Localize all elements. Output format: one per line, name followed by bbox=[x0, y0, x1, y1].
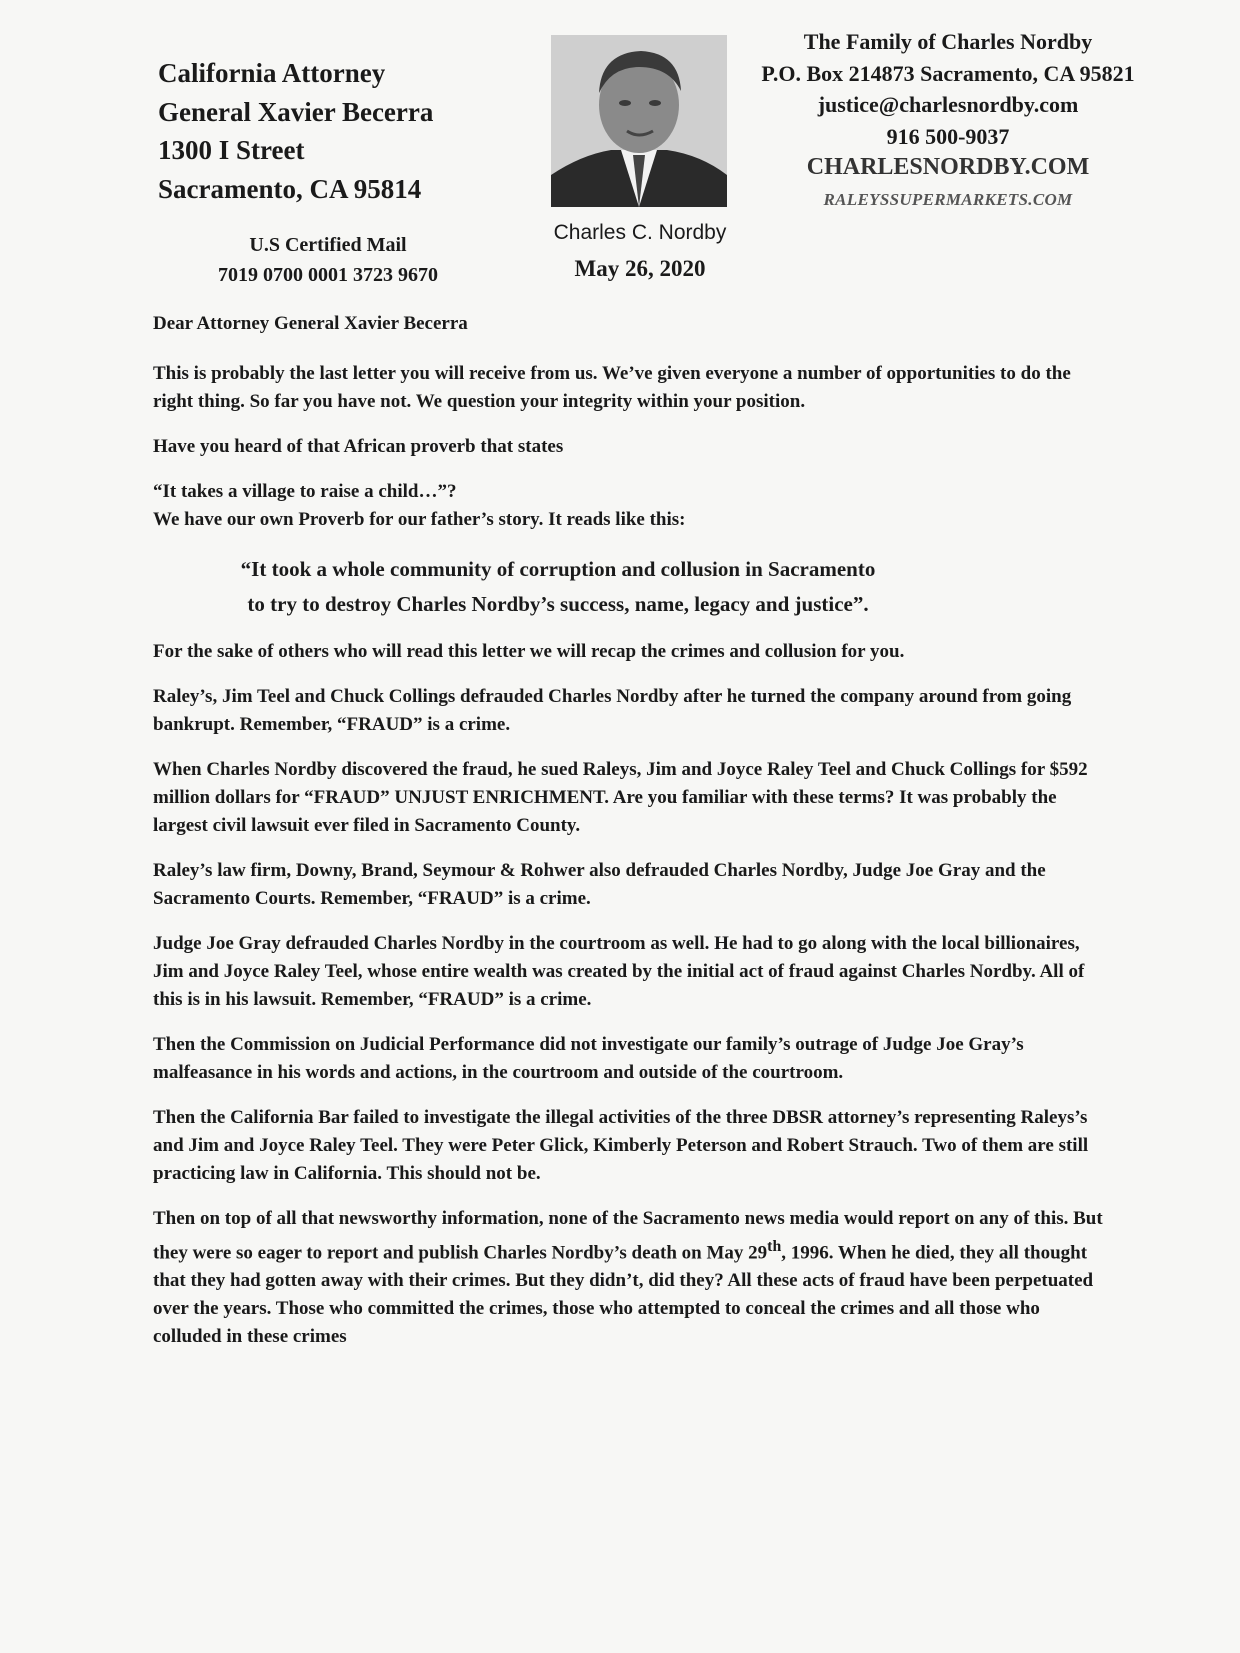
date-ordinal-suffix: th bbox=[767, 1238, 782, 1255]
paragraph-11 bbox=[153, 1205, 1113, 1351]
recipient-line: 1300 I Street bbox=[158, 135, 305, 165]
proverb-quote-line-1: “It took a whole community of corruption and collusion in Sacramento bbox=[240, 557, 876, 581]
sender-po-box: P.O. Box 214873 Sacramento, CA 95821 bbox=[761, 60, 1135, 86]
proverb-quote-line-2: to try to destroy Charles Nordby’s success, name, legacy and justice”. bbox=[247, 592, 869, 616]
certified-mail-block bbox=[158, 230, 498, 290]
paragraph-6: When Charles Nordby discovered the fraud, he sued Raleys, Jim and Joyce Raley Teel and Chuck Collings for $592 million dollars for “FRAUD” UNJUST ENRICHMENT. Are you familiar with these terms? It was probably the largest civil lawsuit ever filed in Sacramento County. bbox=[153, 759, 1088, 836]
paragraph-10: Then the California Bar failed to investigate the illegal activities of the three DBSR attorney’s representing Raleys’s and Jim and Joyce Raley Teel. They were Peter Glick, Kimberly Peterson and Robert Strauch. Two of them are still practicing law in California. This should not be. bbox=[153, 1107, 1089, 1184]
recipient-line: Sacramento, CA 95814 bbox=[158, 173, 422, 204]
sender-address bbox=[720, 26, 1176, 215]
paragraph-1: This is probably the last letter you will receive from us. We’ve given everyone a number of opportunities to do the right thing. So far you have not. We question your integrity within your position. bbox=[153, 363, 1071, 412]
recipient-line: General Xavier Becerra bbox=[158, 96, 434, 127]
sender-email: justice@charlesnordby.com bbox=[817, 92, 1079, 117]
paragraph-11-part-2: , 1996. When he died, they all thought that they had gotten away with their crimes. But they didn’t, did they? All these acts of fraud have been perpetuated over the years. Those who committed the crimes, those who attempted to conceal the crimes and all those who colluded in these crimes bbox=[153, 1242, 1094, 1348]
proverb-quote bbox=[153, 552, 1113, 622]
paragraph-11-part-1: Then on top of all that newsworthy information, none of the Sacramento news media would report on any of this. But they were so eager to report and publish Charles Nordby’s death on May 29 bbox=[153, 1208, 1103, 1264]
paragraph-9: Then the Commission on Judicial Performance did not investigate our family’s outrage of Judge Joe Gray’s malfeasance in his words and actions, in the courtroom and outside of the courtroom. bbox=[153, 1034, 1024, 1083]
sender-phone: 916 500-9037 bbox=[886, 123, 1010, 149]
paragraph-3 bbox=[153, 478, 1113, 534]
certified-mail-label: U.S Certified Mail bbox=[249, 234, 407, 256]
paragraph-5: Raley’s, Jim Teel and Chuck Collings defrauded Charles Nordby after he turned the company around from going bankrupt. Remember, “FRAUD” is a crime. bbox=[153, 686, 1072, 735]
paragraph-8: Judge Joe Gray defrauded Charles Nordby in the courtroom as well. He had to go along with the local billionaires, Jim and Joyce Raley Teel, whose entire wealth was created by the initial act of fraud against Charles Nordby. All of this is in his lawsuit. Remember, “FRAUD” is a crime. bbox=[153, 933, 1085, 1010]
portrait-photo bbox=[551, 35, 727, 207]
paragraph-2: Have you heard of that African proverb that states bbox=[153, 436, 564, 457]
paragraph-4: For the sake of others who will read this letter we will recap the crimes and collusion for you. bbox=[153, 641, 905, 662]
sender-website: CHARLESNORDBY.COM bbox=[806, 154, 1090, 180]
photo-caption-name: Charles C. Nordby bbox=[553, 221, 727, 244]
letter-body bbox=[153, 310, 1113, 1368]
letter-date: May 26, 2020 bbox=[574, 256, 706, 281]
paragraph-3-line-2: We have our own Proverb for our father’s story. It reads like this: bbox=[153, 509, 686, 530]
paragraph-3-line-1: “It takes a village to raise a child…”? bbox=[153, 481, 457, 502]
recipient-line: California Attorney bbox=[158, 58, 386, 88]
sender-name: The Family of Charles Nordby bbox=[803, 29, 1093, 54]
letter-greeting: Dear Attorney General Xavier Becerra bbox=[153, 313, 468, 334]
recipient-address bbox=[158, 54, 433, 208]
certified-mail-number: 7019 0700 0001 3723 9670 bbox=[218, 264, 438, 286]
photo-caption bbox=[520, 218, 760, 286]
sender-website-secondary: RALEYSSUPERMARKETS.COM bbox=[823, 189, 1073, 209]
paragraph-7: Raley’s law firm, Downy, Brand, Seymour & Rohwer also defrauded Charles Nordby, Judge Joe Gray and the Sacramento Courts. Remember, “FRAUD” is a crime. bbox=[153, 860, 1046, 909]
